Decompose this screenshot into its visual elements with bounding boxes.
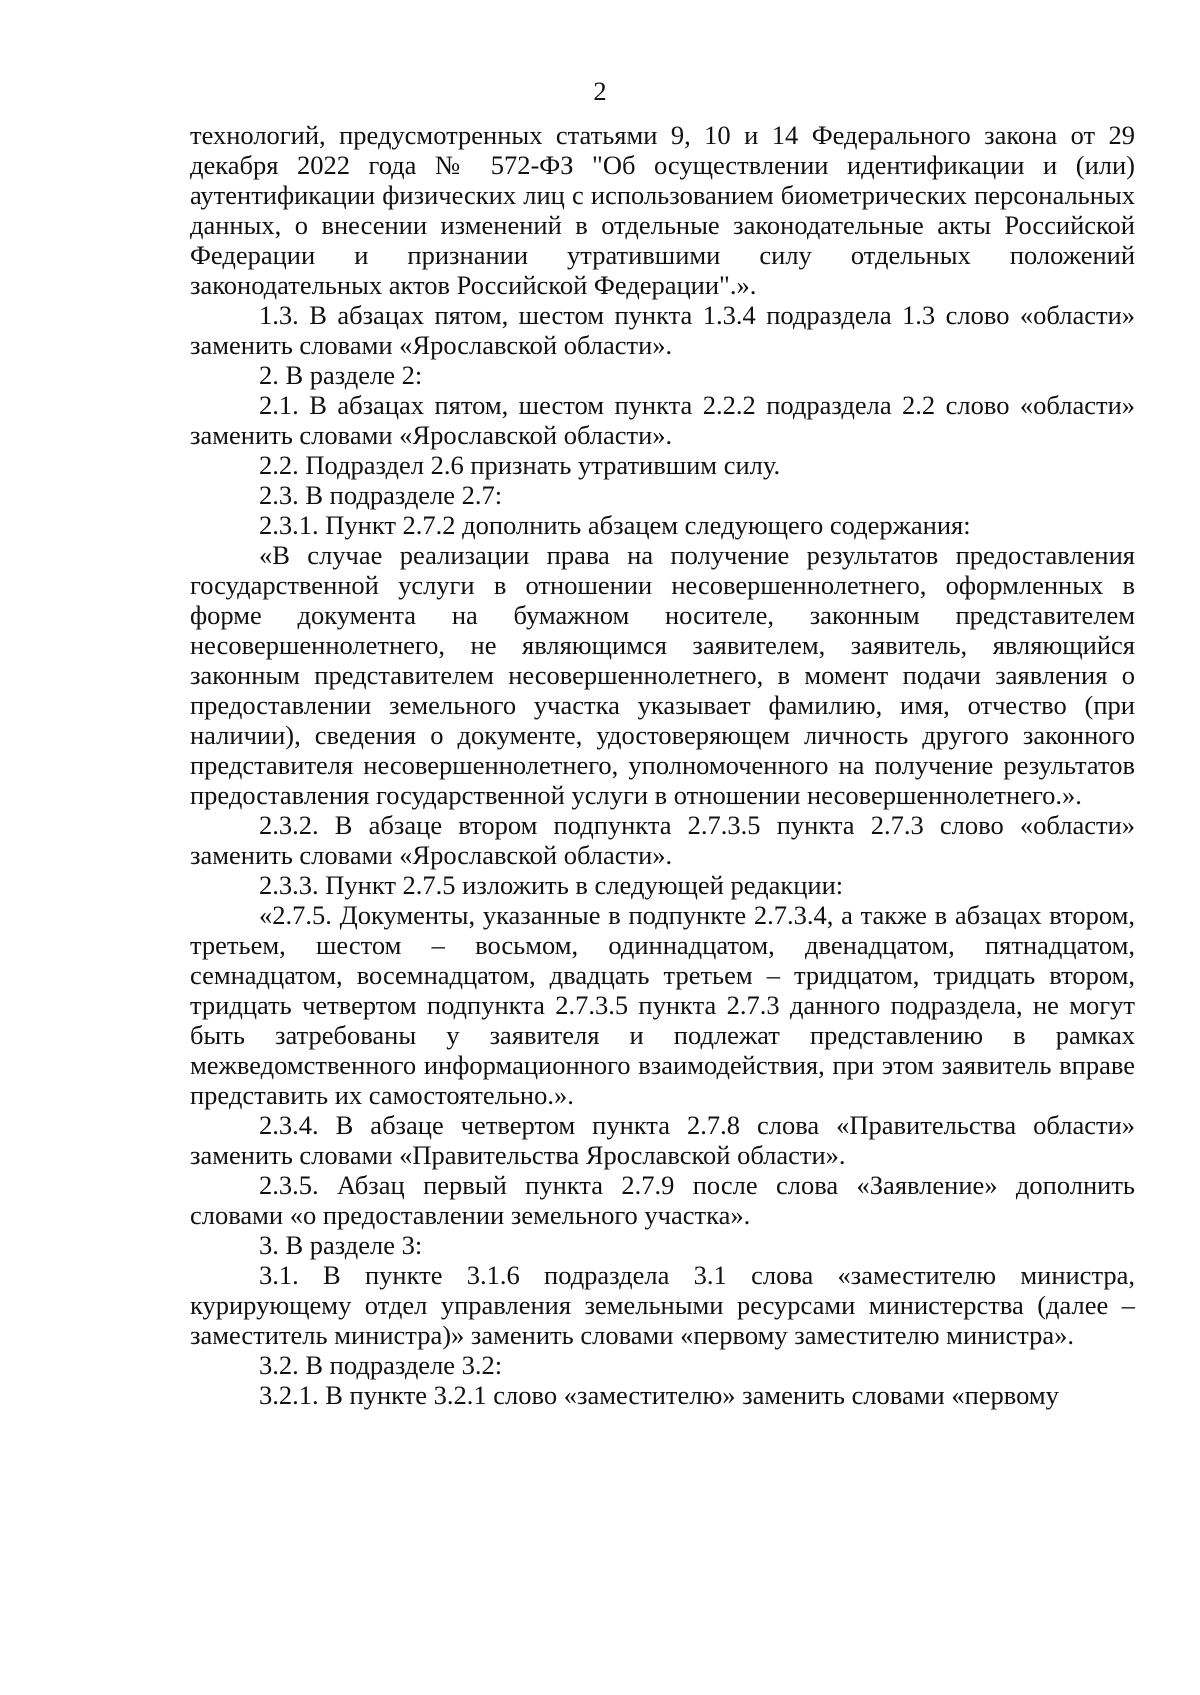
paragraph-3-2-1: 3.2.1. В пункте 3.2.1 слово «заместителю» заменить словами «первому xyxy=(259,1380,1059,1410)
paragraph-3-2: 3.2. В подразделе 3.2: xyxy=(259,1350,503,1380)
paragraph-2-3-4: 2.3.4. В абзаце четвертом пункта 2.7.8 слова «Правительства области» заменить словами «Правительства Ярославской области». xyxy=(190,1110,1135,1170)
paragraph-continuation: технологий, предусмотренных статьями 9, 10 и 14 Федерального закона от 29 декабря 2022 года № 572-ФЗ "Об осуществлении идентификации и (или) аутентификации физических лиц с использованием биометрических персональных данных, о внесении изменений в отдельные законодательные акты Российской Федерации и признании утратившими силу отдельных положений законодательных актов Российской Федерации".». xyxy=(190,120,1135,300)
paragraph-2-1: 2.1. В абзацах пятом, шестом пункта 2.2.2 подраздела 2.2 слово «области» заменить словами «Ярославской области». xyxy=(190,390,1135,450)
paragraph-2-3: 2.3. В подразделе 2.7: xyxy=(259,480,503,510)
document-body xyxy=(190,120,1135,1410)
paragraph-2-3-1: 2.3.1. Пункт 2.7.2 дополнить абзацем следующего содержания: xyxy=(259,510,971,540)
paragraph-quote-2-7-2: «В случае реализации права на получение результатов предоставления государственной услуги в отношении несовершеннолетнего, оформленных в форме документа на бумажном носителе, законным представителем несовершеннолетнего, не являющимся заявителем, заявитель, являющийся законным представителем несовершеннолетнего, в момент подачи заявления о предоставлении земельного участка указывает фамилию, имя, отчество (при наличии), сведения о документе, удостоверяющем личность другого законного представителя несовершеннолетнего, уполномоченного на получение результатов предоставления государственной услуги в отношении несовершеннолетнего.». xyxy=(190,540,1135,810)
paragraph-1-3: 1.3. В абзацах пятом, шестом пункта 1.3.4 подраздела 1.3 слово «области» заменить словами «Ярославской области». xyxy=(190,300,1135,360)
page-number: 2 xyxy=(593,76,607,106)
paragraph-3-1: 3.1. В пункте 3.1.6 подраздела 3.1 слова «заместителю министра, курирующему отдел управления земельными ресурсами министерства (далее – заместитель министра)» заменить словами «первому заместителю министра». xyxy=(190,1260,1135,1350)
paragraph-2-3-3: 2.3.3. Пункт 2.7.5 изложить в следующей редакции: xyxy=(259,870,844,900)
paragraph-3-heading: 3. В разделе 3: xyxy=(259,1230,423,1260)
paragraph-2-3-2: 2.3.2. В абзаце втором подпункта 2.7.3.5 пункта 2.7.3 слово «области» заменить словами «Ярославской области». xyxy=(190,810,1135,870)
paragraph-2-heading: 2. В разделе 2: xyxy=(259,360,423,390)
paragraph-2-3-5: 2.3.5. Абзац первый пункта 2.7.9 после слова «Заявление» дополнить словами «о предоставлении земельного участка». xyxy=(190,1170,1135,1230)
paragraph-2-2: 2.2. Подраздел 2.6 признать утратившим силу. xyxy=(259,450,781,480)
paragraph-quote-2-7-5: «2.7.5. Документы, указанные в подпункте 2.7.3.4, а также в абзацах втором, третьем, шестом – восьмом, одиннадцатом, двенадцатом, пятнадцатом, семнадцатом, восемнадцатом, двадцать третьем – тридцатом, тридцать втором, тридцать четвертом подпункта 2.7.3.5 пункта 2.7.3 данного подраздела, не могут быть затребованы у заявителя и подлежат представлению в рамках межведомственного информационного взаимодействия, при этом заявитель вправе представить их самостоятельно.». xyxy=(190,900,1135,1110)
